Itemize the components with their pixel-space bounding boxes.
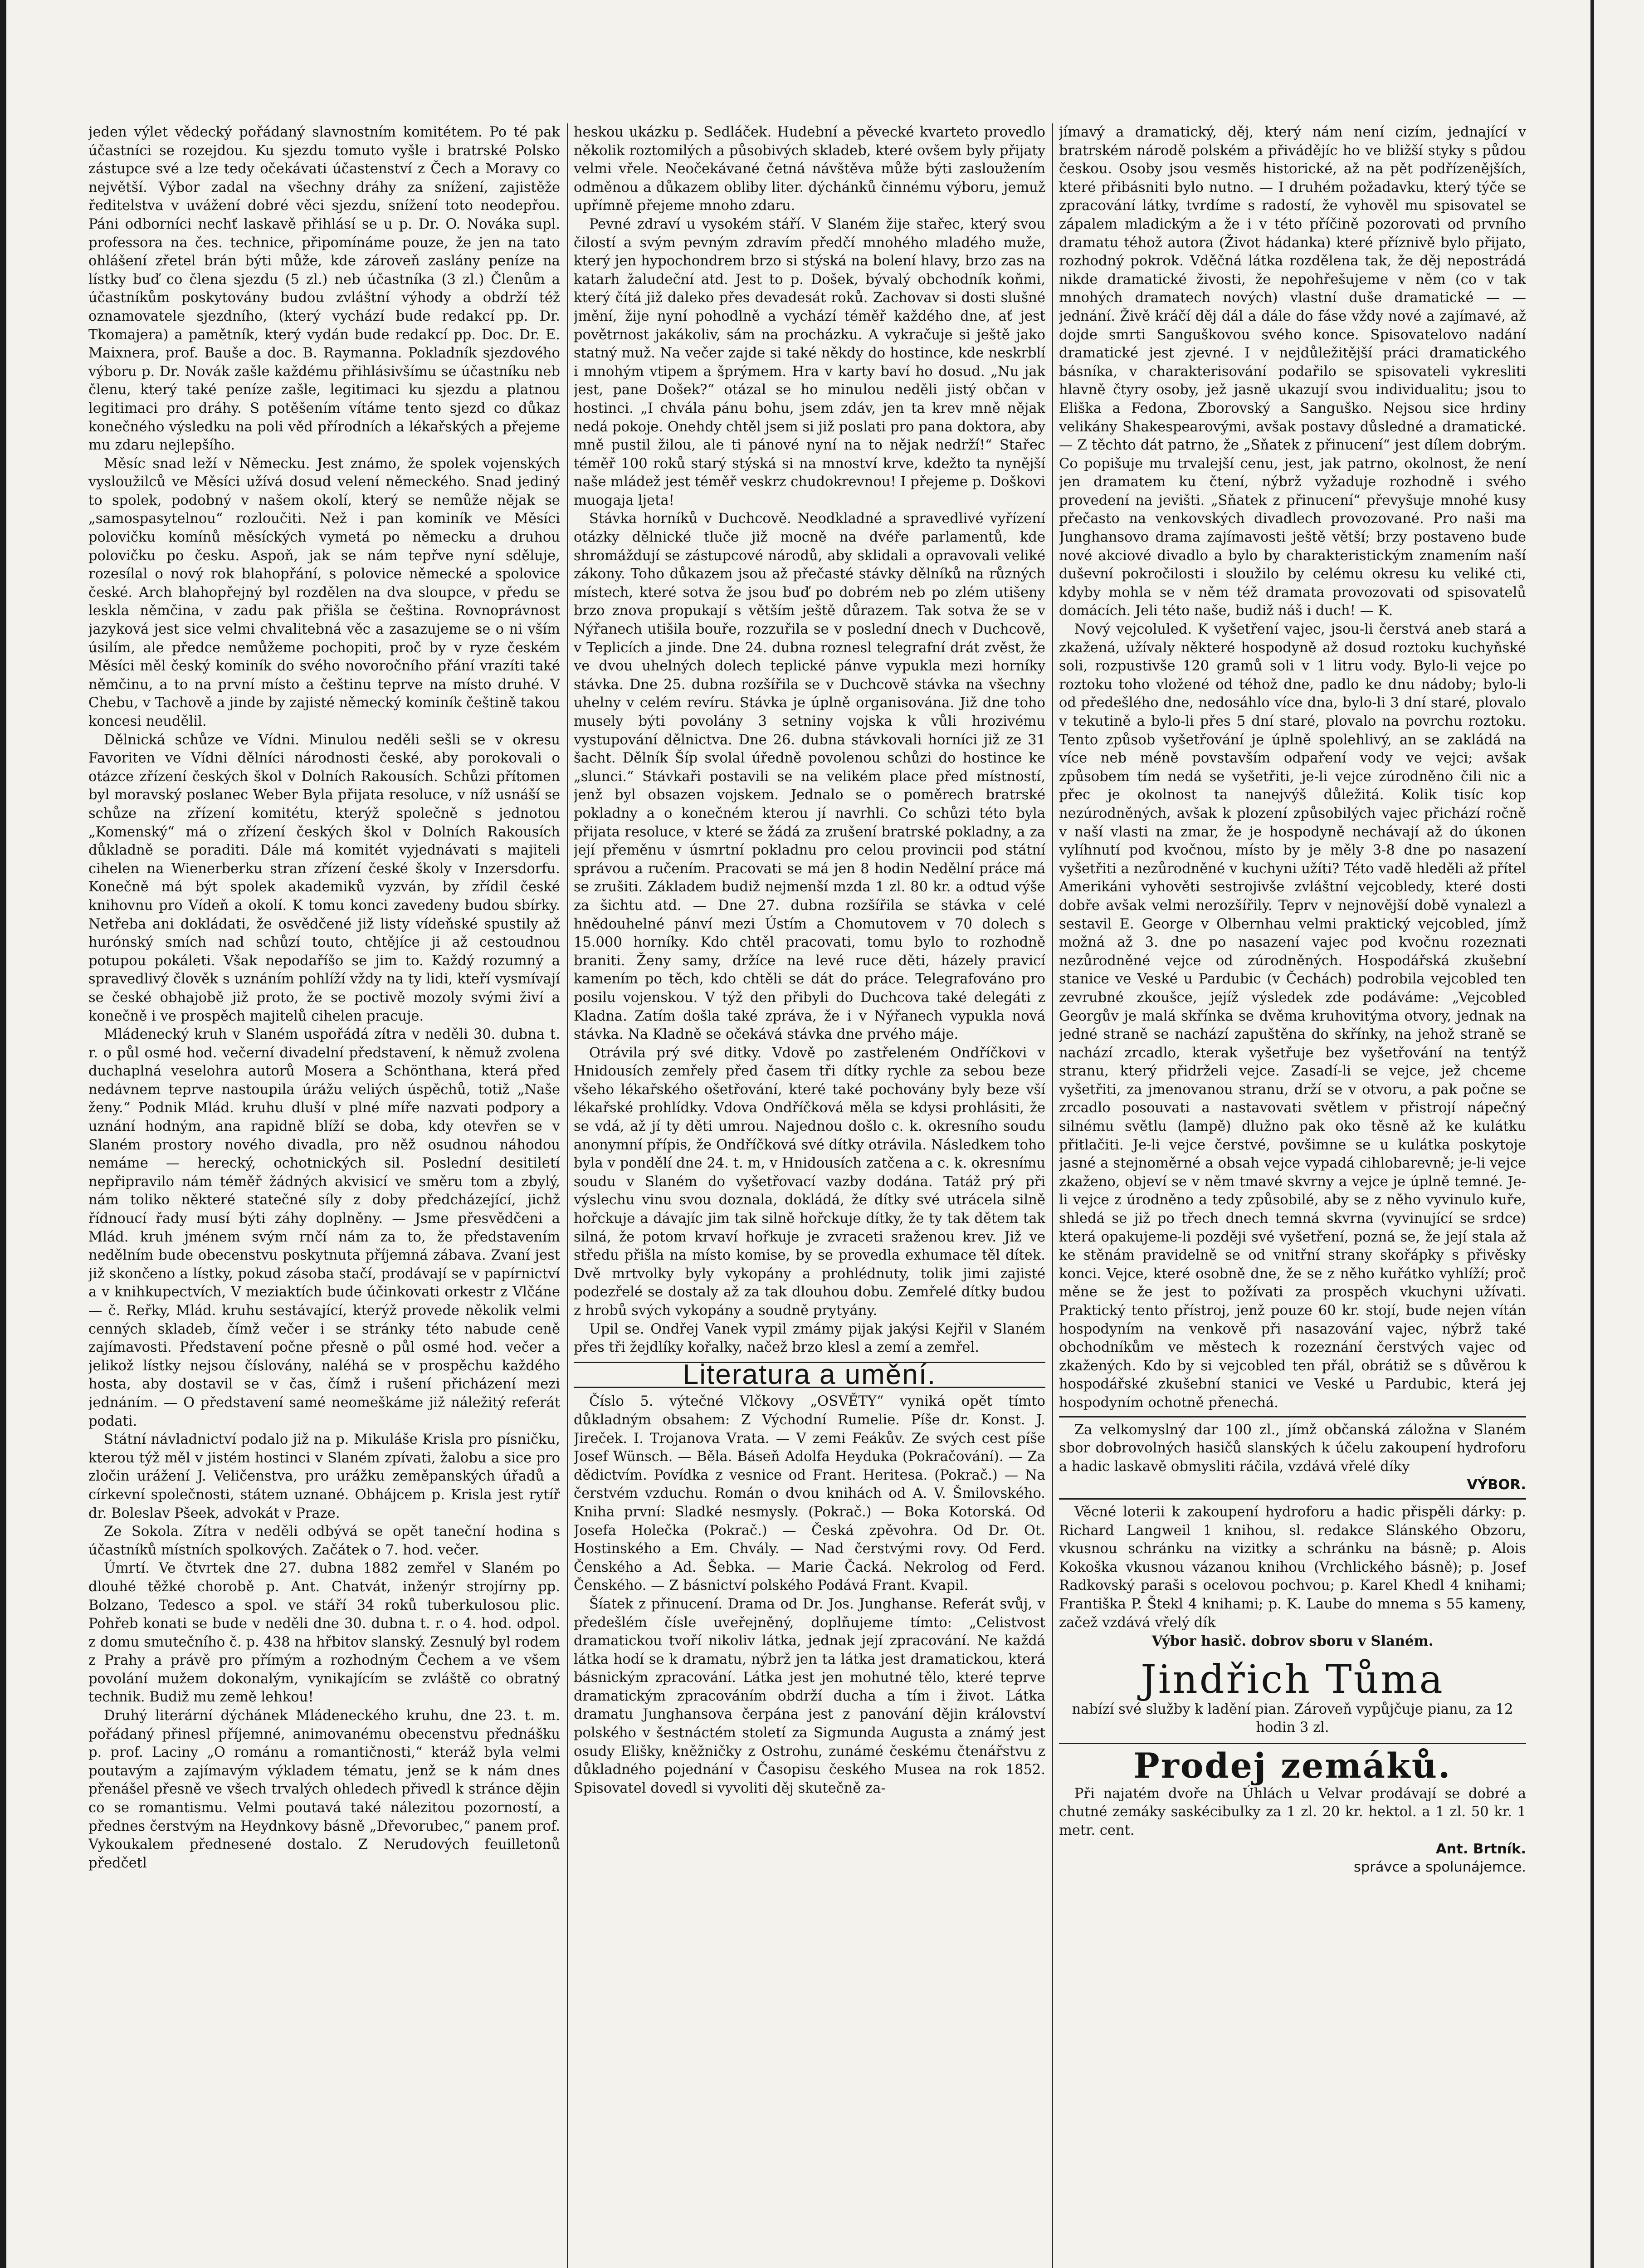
- column-rule: [1052, 123, 1053, 2268]
- article-mladenecky-kruh: Mládenecký kruh v Slaném uspořádá zítra v neděli 30. dubna t. r. o půl osmé hod. večerní divadelní představení, k němuž zvolena duchaplná veselohra autorů Mosera a Schönthana, která před nedávnem teprve nastoupila úrážu veliých úspěchů, totiž „Naše ženy.“ Podnik Mlád. kruhu dluší v plné míře nazvati podpory a uznání hodným, ana rapidně blíží se doba, kdy otevřen se v Slaném prostory nového divadla, pro něž osudnou náhodou nemáme — herecký, ochotnických sil. Poslední desitiletí nepřipravilo nám téměř žádných akvisicí ve směru tom a zbylý, nám toliko některé statečné síly z doby předcházející, jichž řídnoucí řady musí býti záhy doplněny. — Jsme přesvědčeni a Mlád. kruh jménem svým rnčí nám za to, že představením nedělním bude obecenstvu poskytnuta příjemná zábava. Zvaní jest již skončeno a lístky, pokud zásoba stačí, prodávají se v papírnictví a v knihkupectvích, V meziaktích bude účinkovati orkestr z Vlčáne — č. Reřky, Mlád. kruhu sestávající, kterýž provede několik velmi cenných skladeb, čímž večer i se stránky této nabude ceně zajímavosti. Představení počne přesně o půl osmé hod. večer a jelikož lístky nejsou číslovány, naléhá se v prospěchu každého hosta, aby dostavil se v čas, čímž i rušení přicházení mezi jednáním. — O představení samé neomeškáme již náležitý referát podati.: [88, 1026, 560, 1429]
- article-mesic-nemecko: Měsíc snad leží v Německu. Jest známo, že spolek vojenských vysloužilců ve Měsíci užívá dosud velení německého. Snad jediný to spolek, podobný v našem okolí, který se nemůže nějak se „samospasytelnou“ rozloučiti. Než i pan kominík ve Měsíci polovičku komínů měsíckých vymetá po německu a druhou polovičku po česku. Aspoň, jak se nám tepřve nyní sděluje, rozesílal o nový rok blahopřání, s polovice německé a spolovice české. Arch blahopřejný byl rozdělen na dva sloupce, v předu se leskla němčina, v zadu pak přišla se čeština. Rovnoprávnost jazyková jest sice velmi chvalitebná věc a zasazujeme se o ni vším úsilím, ale předce nemůžeme pochopiti, proč by v ryze českém Měsíci měl český kominík do svého novoročního přání vrazíti také němčinu, a to na první místo a češtinu teprve na místo druhé. V Chebu, v Tachově a jinde by zajisté německý kominík češtině takou koncesi neudělil.: [88, 455, 560, 729]
- article-literarni-dychanek: Druhý literární dýchánek Mládeneckého kruhu, dne 23. t. m. pořádaný přinesl příjemné, animovanému obecenstvu přednášku p. prof. Laciny „O románu a romantičnosti,“ kteráž byla velmi poutavým a zajímavým výkladem tématu, jenž se k nám dnes přenášel přesně ve všech trvalých ohledech přivedl k stránce dějin co se romantismu. Velmi poutavá také nálezitou pozorností, a přednes čerstvým na Heydnkovy básně „Dřevorubec,“ panem prof. Vykoukalem přednesené dostalo. Z Nerudových feuilletonů předčetl: [88, 1708, 560, 1871]
- ad-signature-brtnik: Ant. Brtník.: [1435, 1841, 1526, 1857]
- newspaper-page: [88, 123, 1526, 2268]
- article-snatek-continued: jímavý a dramatický, děj, který nám není cizím, jednající v bratrském národě polském a přivádějíc ho ve bližší styky s půdou českou. Osoby jsou vesměs historické, až na pět podřízenějších, které přibásniti bylo nutno. — I druhém požadavku, který týče se zpracování látky, tvrdíme s radostí, že vyhověl mu spisovatel se zápalem mladickým a že i v této příčině pozorovati od prvního dramatu téhož autora (Život hádanka) které příznivě bylo přijato, rozhodný pokrok. Vděčná látka rozdělena tak, že děj nepostrádá nikde dramatické živosti, že nepohřešujeme v něm (co v tak mnohých dramatech nových) vlastní duše dramatické — — jednání. Živě kráčí děj dál a dále do fáse vždy nové a zajímavé, až dojde smrti Sanguškovou svého konce. Spisovatelovo nadání dramatické jest zjevné. I v nejdůležitější práci dramatického básníka, v charakterisování podařilo se spisovateli vykresliti hlavně čtyry osoby, jež jasně ukazují svou individualitu; jsou to Eliška a Fedona, Zborovský a Sanguško. Nejsou sice hrdiny velikány Shakespearovými, avšak postavy důsledné a dramatické. — Z těchto dát patrno, že „Sňatek z přinucení“ jest dílem dobrým. Co popišuje mu trvalejší cenu, jest, jak patrno, okolnost, že není jen dramatem ku čtení, nýbrž vyžaduje rozhodně i svého provedení na jevišti. „Sňatek z přinucení“ převyšuje mnohé kusy přečasto na venkovských divadlech provozované. Pro naši ma Junghansovo drama zajímavosti ještě větší; brzy postaveno bude nové akciové divadlo a bylo by charakteristickým znamením naší duševní pokročilosti i sloužilo by celému okresu ku veliké cti, kdyby mohla se v něm též dramata provozovati od spisovatelů domácích. Jeli této naše, budiž náš i duch! — K.: [1059, 124, 1526, 619]
- ad-zemaky-heading: Prodej zemáků.: [1059, 1743, 1526, 1785]
- notice-loterie: Věcné loterii k zakoupení hydroforu a hadic přispěli dárky: p. Richard Langweil 1 knihou, sl. redakce Slánského Obzoru, vkusnou schránku na vizitky a schránku na básně; p. Alois Kokoška vkusnou vázanou knihou (Vrchlického básně); p. Josef Radkovský paraši s ocelovou pochvou; p. Karel Khedl 4 knihami; Františka P. Štekl 4 knihami; p. K. Laube do mnema s 55 kameny, začež vzdává vřelý dík: [1059, 1504, 1526, 1631]
- notice-signature-hasici: Výbor hasič. dobrov sboru v Slaném.: [1151, 1633, 1434, 1650]
- article-stavka-horniku: Stávka horníků v Duchcově. Neodkladné a spravedlivé vyřízení otázky dělnické tluče již mocně na dvéře parlamentů, kde shromáždují se zástupcové národů, aby sklidali a opravovali veliké zákony. Toho důkazem jsou až přečasté stávky dělníků na různých místech, které sotva že jsou buď po dobrém neb po zlém utišeny brzo znova propukají s větším ještě důrazem. Tak sotva že se v Nýřanech utišila bouře, rozzuřila se v poslední dnech v Duchcově, v Teplicích a jinde. Dne 24. dubna roznesl telegrafní drát zvěst, že ve dvou uhelných dolech teplické pánve vypukla mezi horníky stávka. Dne 25. dubna rozšířila se v Duchcově stávka na všechny uhelny v celém revíru. Stávka je úplně organisována. Již dne toho musely býti povolány 3 setniny vojska k vůli hrozivému vystupování dělnictva. Dne 26. dubna stávkovali horníci již ze 31 šacht. Dělník Šíp svolal úředně povolenou schůzi do hostince ke „slunci.“ Stávkaři postavili se na velikém place před místností, jenž byl obsazen vojskem. Jednalo se o poměrech bratrské pokladny a o konečném kterou jí navrhli. Co schůzi této byla přijata resoluce, v které se žádá za zrušení bratrské pokladny, a za její přeměnu v úsmrtní pokladnu pro celou provincii pod státní správou a ručením. Pracovati se má jen 8 hodin Nedělní práce má se zrušiti. Základem budiž nejmenší mzda 1 zl. 80 kr. a odtud výše za šichtu atd. — Dne 27. dubna rozšířila se stávka v celé hnědouhelné pánví mezi Ústím a Chomutovem v 70 dolech s 15.000 horníky. Kdo chtěl pracovati, tomu bylo to rozhodně braniti. Ženy samy, držíce na levé ruce děti, házely pravicí kamením po těch, kdo chtěli se dát do práce. Telegrafováno pro posilu vojenskou. V týž den přibyli do Duchcova také delegáti z Kladna. Zatím došla také zpráva, že i v Nýřanech vypukla nová stávka. Na Kladně se očekává stávka dne prvého máje.: [574, 511, 1045, 1043]
- article-snatek: Šíatek z přinucení. Drama od Dr. Jos. Junghanse. Referát svůj, v předešlém čísle uveřejněný, doplňujeme tímto: „Celistvost dramatickou tvoří nikoliv látka, jednak její zpracování. Ne každá látka hodí se k dramatu, nýbrž jen ta látka jest dramatickou, která básnickým zpracování. Látka jest jen mohutné tělo, které teprve dramatickým zpracováním obdrží ducha a tím i život. Látka dramatu Junghansova čerpána jest z panování dějin království polského v šestnáctém století za Sigmunda Augusta a známý jest osudy Elišky, kněžničky z Ostrohu, zunámé českému čtenářstvu z důkladného pojednání v Časopisu českého Musea na rok 1852. Spisovatel dovedl si vyvoliti děj skutečně za-: [574, 1596, 1045, 1796]
- article-ze-sokola: Ze Sokola. Zítra v neděli odbývá se opět taneční hodina s účastníků místních spolkových. Začátek o 7. hod. večer.: [88, 1524, 560, 1558]
- column-right: [1059, 123, 1526, 2268]
- article-sjezd: jeden výlet vědecký pořádaný slavnostním komitétem. Po té pak účastníci se rozejdou. Ku sjezdu tomuto vyšle i bratrské Polsko zástupce své a lze tedy očekávati účastenství z Čech a Moravy co největší. Výbor zadal na všechny dráhy za snížení, zajistěže ředitelstva v uvážení dobré věci sjezdu, snížení toto neodepřou. Páni odborníci nechť laskavě přihlásí se u p. Dr. O. Nováka supl. professora na čes. technice, připomínáme pouze, že jen na tato ohlášení zřetel brán býti může, kde zároveň zaslány peníze na lístky buď co člena sjezdu (5 zl.) neb účastníka (3 zl.) Členům a účastníkům poskytovány budou zvláštní výhody a obdrží též oznamovatele sjezdního, (který vychází bude redakcí pp. Dr. Tkomajera) a pamětník, který vydán bude redakcí pp. Doc. Dr. E. Maixnera, prof. Bauše a doc. B. Raymanna. Pokladník sjezdového výboru p. Dr. Novák zašle každému přihlásivšímu se účastníku neb členu, který také peníze zašle, legitimaci ku sjezdu a platnou legitimaci pro dráhy. S potěšením vítáme tento sjezd co důkaz konečného výsledku na poli věd přírodních a lékařských a přejeme mu zdaru nejlepšího.: [88, 124, 560, 454]
- article-dychanek-continued: heskou ukázku p. Sedláček. Hudební a pěvecké kvarteto provedlo několik roztomilých a působivých skladeb, které ovšem byly přijaty velmi vřele. Neočekávané četná návštěva může býti zasloužením odměnou a důkazem obliby liter. dýchánků činnému výboru, jemuž upřímně přejeme mnoho zdaru.: [574, 124, 1045, 214]
- ad-zemaky-text: Při najatém dvoře na Úhlách u Velvar prodávají se dobré a chutné zemáky saskécibulky za 1 zl. 20 kr. hektol. a 1 zl. 50 kr. 1 metr. cent.: [1059, 1785, 1526, 1839]
- divider: [1059, 1498, 1526, 1500]
- page-right-edge: [1590, 0, 1594, 2268]
- article-delnicka-schuze: Dělnická schůze ve Vídni. Minulou neděli sešli se v okresu Favoriten ve Vídni dělníci národnosti české, aby porokovali o otázce zřízení českých škol v Dolních Rakousích. Schůzi přítomen byl moravský poslanec Weber Byla přijata resoluce, v níž usnáší se schůze na zřízení komitétu, kterýž společně s jednotou „Komenský“ má o zřízení českých škol v Dolních Rakousích důkladně se poraditi. Dále má komitét vyjednávati s majiteli cihelen na Wienerberku stran zřízení české školy v Inzersdorfu. Konečně má být spolek akademiků vyzván, by zřídil české knihovnu pro Vídeň a okolí. K tomu konci zavedeny budou sbírky. Netřeba ani dokládati, že osvědčené již listy vídeňské spustily až hurónský smích nad schůzí touto, chtějíce ji až cestoudnou potupou pokáleti. Však nepodaříšo se jim to. Každý rozumný a spravedlivý člověk s uznáním pohlíží vždy na ty lidi, kteří vysmívají se české obhajobě již proto, že se poctivě mozoly svými živí a konečně i ve prospěch majitelů cihelen pracuje.: [88, 732, 560, 1024]
- article-vejcobled: Nový vejcoluled. K vyšetření vajec, jsou-li čerstvá aneb stará a zkažená, užívaly některé hospodyně až dosud roztoku kuchyňské soli, rozpustivše 120 gramů soli v 1 litru vody. Bylo-li vejce po roztoku toho vložené od téhož dne, padlo ke dnu nádoby; bylo-li od předešlého dne, nedosáhlo více dna, bylo-li 3 dní staré, plovalo v tekutině a bylo-li přes 5 dní staré, plovalo na povrchu roztoku. Tento způsob vyšetřování je úplně spolehlivý, an se zakládá na více neb méně povstavším odpaření vody ve vejci; avšak způsobem tím nedá se vyšetřiti, je-li vejce zúrodněno čili nic a přec je okolnost ta nanejvýš důležitá. Kolik tisíc kop nezúrodněných, avšak k plození způsobilých vajec přichází ročně v naší vlasti na zmar, že je hospodyně nechávají až do úkonen vylíhnutí pod kvočnou, místo by je měly 3-8 dne po nasazení vyšetřiti a nezůrodněné v kuchyni užíti? Této vadě hleděli až přítel Amerikáni vyhověti sestrojivše zvláštní vejcobledy, které dosti dobře avšak velmi nerozšířily. Teprv v nejnovější době vynalezl a sestavil E. George v Olbernhau velmi praktický vejcobled, jímž možná až 3. dne po nasazení vajec pod kvočnu rozeznati nezůrodněné vejce od zúrodněných. Hospodářská zkušební stanice ve Veské u Pardubic (v Čechách) podrobila vejcobled ten zevrubné zkoušce, jejíž výsledek zde podáváme: „Vejcobled Georgův je malá skřínka se dvěma kruhovitýma otvory, jednak na jedné straně se nachází zapuštěna do skřínky, na jehož straně se nachází zrcadlo, kterak vyšetřuje bez vyšetřování na tentýž stranu, který přidrželi vejce. Zasadí-li se vejce, jež chceme vyšetřiti, za jmenovanou stranu, drží se v otvoru, a pak počne se zrcadlo posouvati a nastavovati světlem v přistrojí nápečný silnému světlu (lampě) dlužno pak oko těsně až ke kulátku přitlačiti. Je-li vejce čerstvé, povšimne se u kulátka poskytoje jasné a stejnoměrné a obsah vejce vypadá cihlobarevně; je-li vejce zkaženo, objeví se v něm tmavé skvrny a vejce je úplně temné. Je-li vejce z úrodněno a tedy způsobilé, aby se z něho vyvinulo kuře, shledá se již po třech dnech temná skvrna (vyvinující se srdce) která opakujeme-li později své vyšetření, pozná se, že její stala až ke stěnám pravidelně se od vnitřní strany skořápky s přivěsky konci. Vejce, které osobně dne, že se z něho kuřátko vyhlíží; proč měne se že jest to požívati za prospěch vkuchyni užívati. Praktický tento přístroj, jenž pouze 60 kr. stojí, bude nejen vítán hospodyním na venkově při nasazování vajec, nýbrž také obchodníkům ve městech k rozeznání čerstvých vajec od zkažených. Kdo by si vejcobled ten přál, obrátiž se s důvěrou k hospodářské zkušební stanici ve Veské u Pardubic, která jej hospodyním ochotně přenechá.: [1059, 621, 1526, 1411]
- article-otravila: Otrávila prý své ditky. Vdově po zastřeleném Ondříčkovi v Hnidousích zemřely před časem tři dítky rychle za sebou beze všeho lékařského ošetřování, které také pochovány byly beze vší lékařské prohlídky. Vdova Ondříčková měla se kdysi prohlásiti, že se vdá, až jí ty děti umrou. Najednou došlo c. k. okresního soudu anonymní přípis, že Ondříčková své dítky otrávila. Následkem toho byla v pondělí dne 24. t. m, v Hnidousích zatčena a c. k. okresnímu soudu v Slaném do vyšetřovací vazby dodána. Tatáž prý při výslechu vinu svou doznala, dokládá, že dítky své utrácela silně hořckuje a dávajíc jim tak silně hořckuje dítky, že ty tak dětem tak silná, že potom krvaví hořkuje je zvraceti sraženou krev. Již ve středu přišla na místo komise, by se provedla exhumace těl dítek. Dvě mrtvolky byly vykopány a prohlédnuty, tolik jimi zajisté podezřelé se dostaly až za tak dlouhou dobu. Zemřelé dítky budou z hrobů svých vykopány a soudně prytyány.: [574, 1045, 1045, 1319]
- ad-signature-role: správce a spolunájemce.: [1353, 1859, 1526, 1876]
- page-left-edge: [0, 0, 6, 2268]
- column-middle: [574, 123, 1045, 2268]
- column-rule: [567, 123, 568, 2268]
- article-umrti: Úmrtí. Ve čtvrtek dne 27. dubna 1882 zemřel v Slaném po dlouhé těžké chorobě p. Ant. Chatvát, inženýr strojírny pp. Bolzano, Tedesco a spol. ve stáří 34 roků tuberkulosou plic. Pohřeb konati se bude v neděli dne 30. dubna t. r. o 4. hod. odpol. z domu smutečního č. p. 438 na hřbitov slanský. Zesnulý byl rodem z Prahy a právě pro přímým a rozhodným Čechem a ve všem povolání mužem dokonalým, vynikajícím se zvláště co obratný technik. Budiž mu země lehkou!: [88, 1560, 560, 1706]
- notice-signature-vybor: VÝBOR.: [1467, 1477, 1526, 1493]
- column-left: [88, 123, 560, 2268]
- article-osveta: Číslo 5. výtečné Vlčkovy „OSVĚTY“ vyniká opět tímto důkladným obsahem: Z Východní Rumelie. Píše dr. Konst. J. Jireček. I. Trojanova Vrata. — V zemi Feákův. Ze svých cest píše Josef Wünsch. — Běla. Báseň Adolfa Heyduka (Pokračování). — Za dědictvím. Povídka z vesnice od Frant. Heritesa. (Pokrač.) — Na čerstvém vzduchu. Román o dvou knihách od A. V. Šmilovského. Kniha první: Sladké nesmysly. (Pokrač.) — Boka Kotorská. Od Josefa Holečka (Pokrač.) — Česká zpěvohra. Od Dr. Ot. Hostinského a Em. Chvály. — Nad čerstvými rovy. Od Ferd. Čenského a Ad. Šebka. — Marie Čacká. Nekrolog od Ferd. Čenského. — Z básnictví polského Podává Frant. Kvapil.: [574, 1393, 1045, 1594]
- article-statni-navladnictvi: Státní návladnictví podalo již na p. Mikuláše Krisla pro písničku, kterou týž měl v jistém hostinci v Slaném zpívati, žalobu a sice pro zločin urážení J. Veličenstva, pro urážku zeměpanských úřadů a církevní společnosti, státem uznané. Obhájcem p. Krisla jest rytíř dr. Boleslav Pšeek, advokát v Praze.: [88, 1432, 560, 1521]
- ad-tuma-text: nabízí své služby k ladění pian. Zároveň vypůjčuje pianu, za 12 hodin 3 zl.: [1072, 1701, 1513, 1736]
- ad-tuma-name: Jindřich Tůma: [1141, 1657, 1444, 1702]
- notice-zalozna: Za velkomyslný dar 100 zl., jímž občanská záložna v Slaném sbor dobrovolných hasičů slanských k účelu zakoupení hydroforu a hadic laskavě obmysliti ráčila, vzdává vřelé díky: [1059, 1422, 1526, 1475]
- article-upil-se: Upil se. Ondřej Vanek vypil zmámy pijak jakýsi Kejřil v Slaném přes tři žejdlíky kořalky, načež brzo klesl a zemí a zemřel.: [574, 1321, 1045, 1356]
- section-heading-literatura: Literatura a umění.: [574, 1362, 1045, 1388]
- divider: [1059, 1416, 1526, 1418]
- article-pevne-zdravi: Pevné zdraví u vysokém stáří. V Slaném žije stařec, který svou čilostí a svým pevným zdravím předčí mnohého mladého muže, který jen hypochondrem brzo si stýská na bolení hlavy, brzo zas na katarh žaludeční atd. Jest to p. Došek, bývalý obchodník koňmi, který čítá již daleko přes devadesát roků. Zachovav si dosti slušné jmění, žije nyní pohodlně a vychází téměř každého dne, ať jest povětrnost jakákoliv, sám na procházku. A vykračuje si ještě jako statný muž. Na večer zajde si také někdy do hostince, kde neskrblí i mnohým vtipem a šprýmem. Hra v karty baví ho dosud. „Nu jak jest, pane Došek?“ otázal se ho minulou neděli jistý občan v hostinci. „I chvála pánu bohu, jsem zdáv, jen ta krev mně nějak nedá pokoje. Onehdy chtěl jsem si již poslati pro pana doktora, aby mně pustil žilou, ale ti pánové nyní na to nějak nedrží!“ Stařec téměř 100 roků starý stýská si na mnoství krve, kdežto ta nynější naše mládež jest téměř veskrz chudokrevnou! I přejeme p. Doškovi muogaja ljeta!: [574, 216, 1045, 508]
